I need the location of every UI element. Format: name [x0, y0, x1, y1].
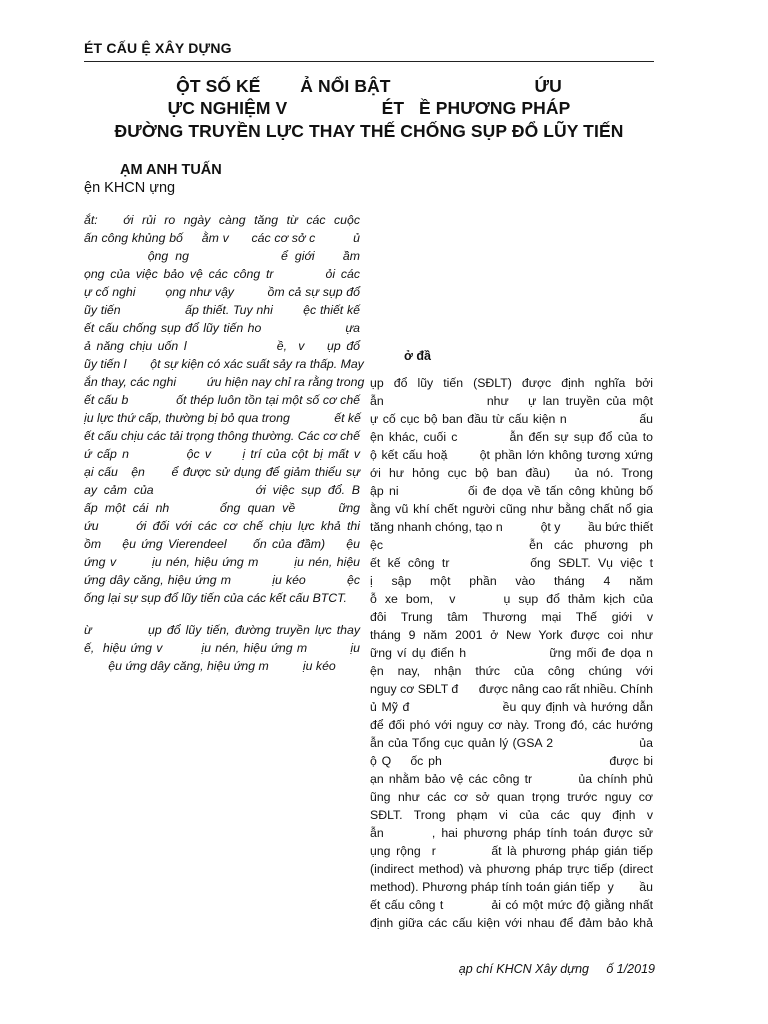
keywords [84, 621, 360, 675]
intro-line: ụng rộng r ất là phương pháp gián tiếp [370, 844, 653, 858]
abstract-line: ấn công khủng bố ằm v các cơ sở c ủ [84, 231, 360, 245]
intro-line: ẫn như ự lan truyền của một [370, 394, 653, 408]
title-line-1: ỘT SỐ KẾ Ả NỔI BẬT ỨU [176, 76, 562, 96]
section-header: ÉT CẤU Ệ XÂY DỰNG [84, 40, 232, 56]
intro-line: ện nay, nhận thức của công chúng với [370, 664, 653, 678]
abstract-line: ũy tiến l ột sự kiện có xác suất sảy ra thấp. May [84, 357, 364, 371]
keywords-line: ừ ụp đổ lũy tiến, đường truyền lực thay [84, 623, 360, 637]
intro-line: SĐLT. Trong phạm vi của các quy định v [370, 808, 653, 822]
abstract-line: ứng v ịu nén, hiệu ứng m ịu nén, hiệu [84, 555, 360, 569]
abstract-line: ứu ới đối với các cơ chế chịu lực khả thi [84, 519, 360, 533]
abstract-line: ắt: ới rủi ro ngày càng tăng từ các cuộc [84, 213, 360, 227]
intro-line: method). Phương pháp tính toán gián tiếp y ầu [370, 880, 653, 894]
intro-line: ẫn , hai phương pháp tính toán được sử [370, 826, 653, 840]
intro-line: ững ví dụ điển h ững mối đe dọa n [370, 646, 653, 660]
abstract-line: ồm ệu ứng Vierendeel ốn của đầm) ệu [84, 537, 360, 551]
intro-line: ụp đổ lũy tiến (SĐLT) được định nghĩa bởi [370, 376, 653, 390]
intro-line: định giữa các cấu kiện với nhau để đảm bảo khả [370, 916, 653, 930]
intro-line: tăng nhanh chóng, tạo n ột y ầu bức thiết [370, 520, 653, 534]
abstract-line: ứng dây căng, hiệu ứng m ịu kéo ệc [84, 573, 360, 587]
intro-line: ộ kết cấu hoặ ột phần lớn không tương xứng [370, 448, 653, 462]
abstract-line: ự cố nghi ọng như vậy ồm cả sự sụp đổ [84, 285, 360, 299]
intro-line: tháng 9 năm 2001 ở New York được coi như [370, 628, 653, 642]
abstract-line: ết cấu b ốt thép luôn tồn tại một số cơ chế [84, 393, 360, 407]
keywords-line: ệu ứng dây căng, hiệu ứng m ịu kéo [108, 659, 336, 673]
intro-body [370, 374, 653, 932]
intro-line: nguy cơ SĐLT đ được nâng cao rất nhiều. Chính [370, 682, 653, 696]
title-line-3: ĐƯỜNG TRUYỀN LỰC THAY THẾ CHỐNG SỤP ĐỔ LŨY TIẾN [114, 121, 624, 141]
intro-line: ũng như các cơ sở quan trọng trước nguy cơ [370, 790, 653, 804]
abstract-line: ết cấu chịu các tải trọng thông thường. Các cơ chế [84, 429, 360, 443]
title-line-2: ỰC NGHIỆM V ÉT Ề PHƯƠNG PHÁP [167, 98, 571, 118]
intro-line: (indirect method) và phương pháp trực tiếp (direct [370, 862, 653, 876]
journal-footer: ạp chí KHCN Xây dựng ố 1/2019 [458, 962, 655, 976]
intro-line: ới hư hỏng cục bộ ban đầu) ủa nó. Trong [370, 466, 653, 480]
intro-line: ự cố cục bộ ban đầu từ cấu kiện n ấu [370, 412, 653, 426]
intro-line: đôi Trung tâm Thương mại Thế giới v [370, 610, 653, 624]
abstract-line: ay cảm của ới việc sụp đổ. B [84, 483, 360, 497]
intro-heading: ở đầ [404, 349, 431, 363]
intro-line: ẫn của Tổng cục quản lý (GSA 2 ủa [370, 736, 653, 750]
abstract-line: ống lại sự sụp đổ lũy tiến của các kết cấu BTCT. [84, 591, 347, 605]
abstract-line: ứ cấp n ộc v ị trí của cột bị mất v [84, 447, 360, 461]
intro-line: ị sập một phần vào tháng 4 năm [370, 574, 653, 588]
intro-line: ỗ xe bom, v ụ sụp đổ thảm kịch của [370, 592, 653, 606]
abstract-line: ọng của việc bảo vệ các công tr ỏi các [84, 267, 360, 281]
intro-line: để đối phó với nguy cơ này. Trong đó, các hướng [370, 718, 653, 732]
author-name: ẠM ANH TUẤN [120, 162, 222, 178]
abstract-line: ại cấu ện ể được sử dụng để giảm thiểu sự [84, 465, 360, 479]
keywords-line: ế, hiệu ứng v ịu nén, hiệu ứng m ịu [84, 641, 360, 655]
abstract-line: ắn thay, các nghi ứu hiện nay chỉ ra rằng trong [84, 375, 365, 389]
abstract-line: ộng ng ể giới ầm [84, 249, 360, 263]
abstract-line: ết cấu chống sụp đổ lũy tiến ho ựa [84, 321, 360, 335]
abstract-line: ịu lực thứ cấp, thường bị bỏ qua trong ết kế [84, 411, 361, 425]
abstract-line: ả năng chịu uốn l ề, v ụp đổ [84, 339, 360, 353]
intro-line: ết cấu công t ải có một mức độ giằng nhất [370, 898, 653, 912]
intro-line: ạn nhằm bảo vệ các công tr ủa chính phủ [370, 772, 653, 786]
intro-line: ủ Mỹ đ ều quy định và hướng dẫn [370, 700, 653, 714]
header-divider [84, 61, 654, 62]
abstract-line: ấp một cái nh ổng quan về ững [84, 501, 360, 515]
intro-line: ện khác, cuối c ẫn đến sự sụp đổ của to [370, 430, 653, 444]
intro-line: ệc ễn các phương ph [370, 538, 653, 552]
abstract-line: ũy tiến ấp thiết. Tuy nhi ệc thiết kế [84, 303, 360, 317]
intro-line: ập ni ối đe dọa về tấn công khủng bố [370, 484, 653, 498]
intro-line: ộ Q ốc ph được bi [370, 754, 653, 768]
intro-line: ằng vũ khí chết người cũng như bằng chất nổ gia [370, 502, 653, 516]
intro-line: ết kế công tr ống SĐLT. Vụ việc t [370, 556, 653, 570]
abstract [84, 211, 365, 607]
author-affiliation: ện KHCN ựng [84, 180, 176, 196]
